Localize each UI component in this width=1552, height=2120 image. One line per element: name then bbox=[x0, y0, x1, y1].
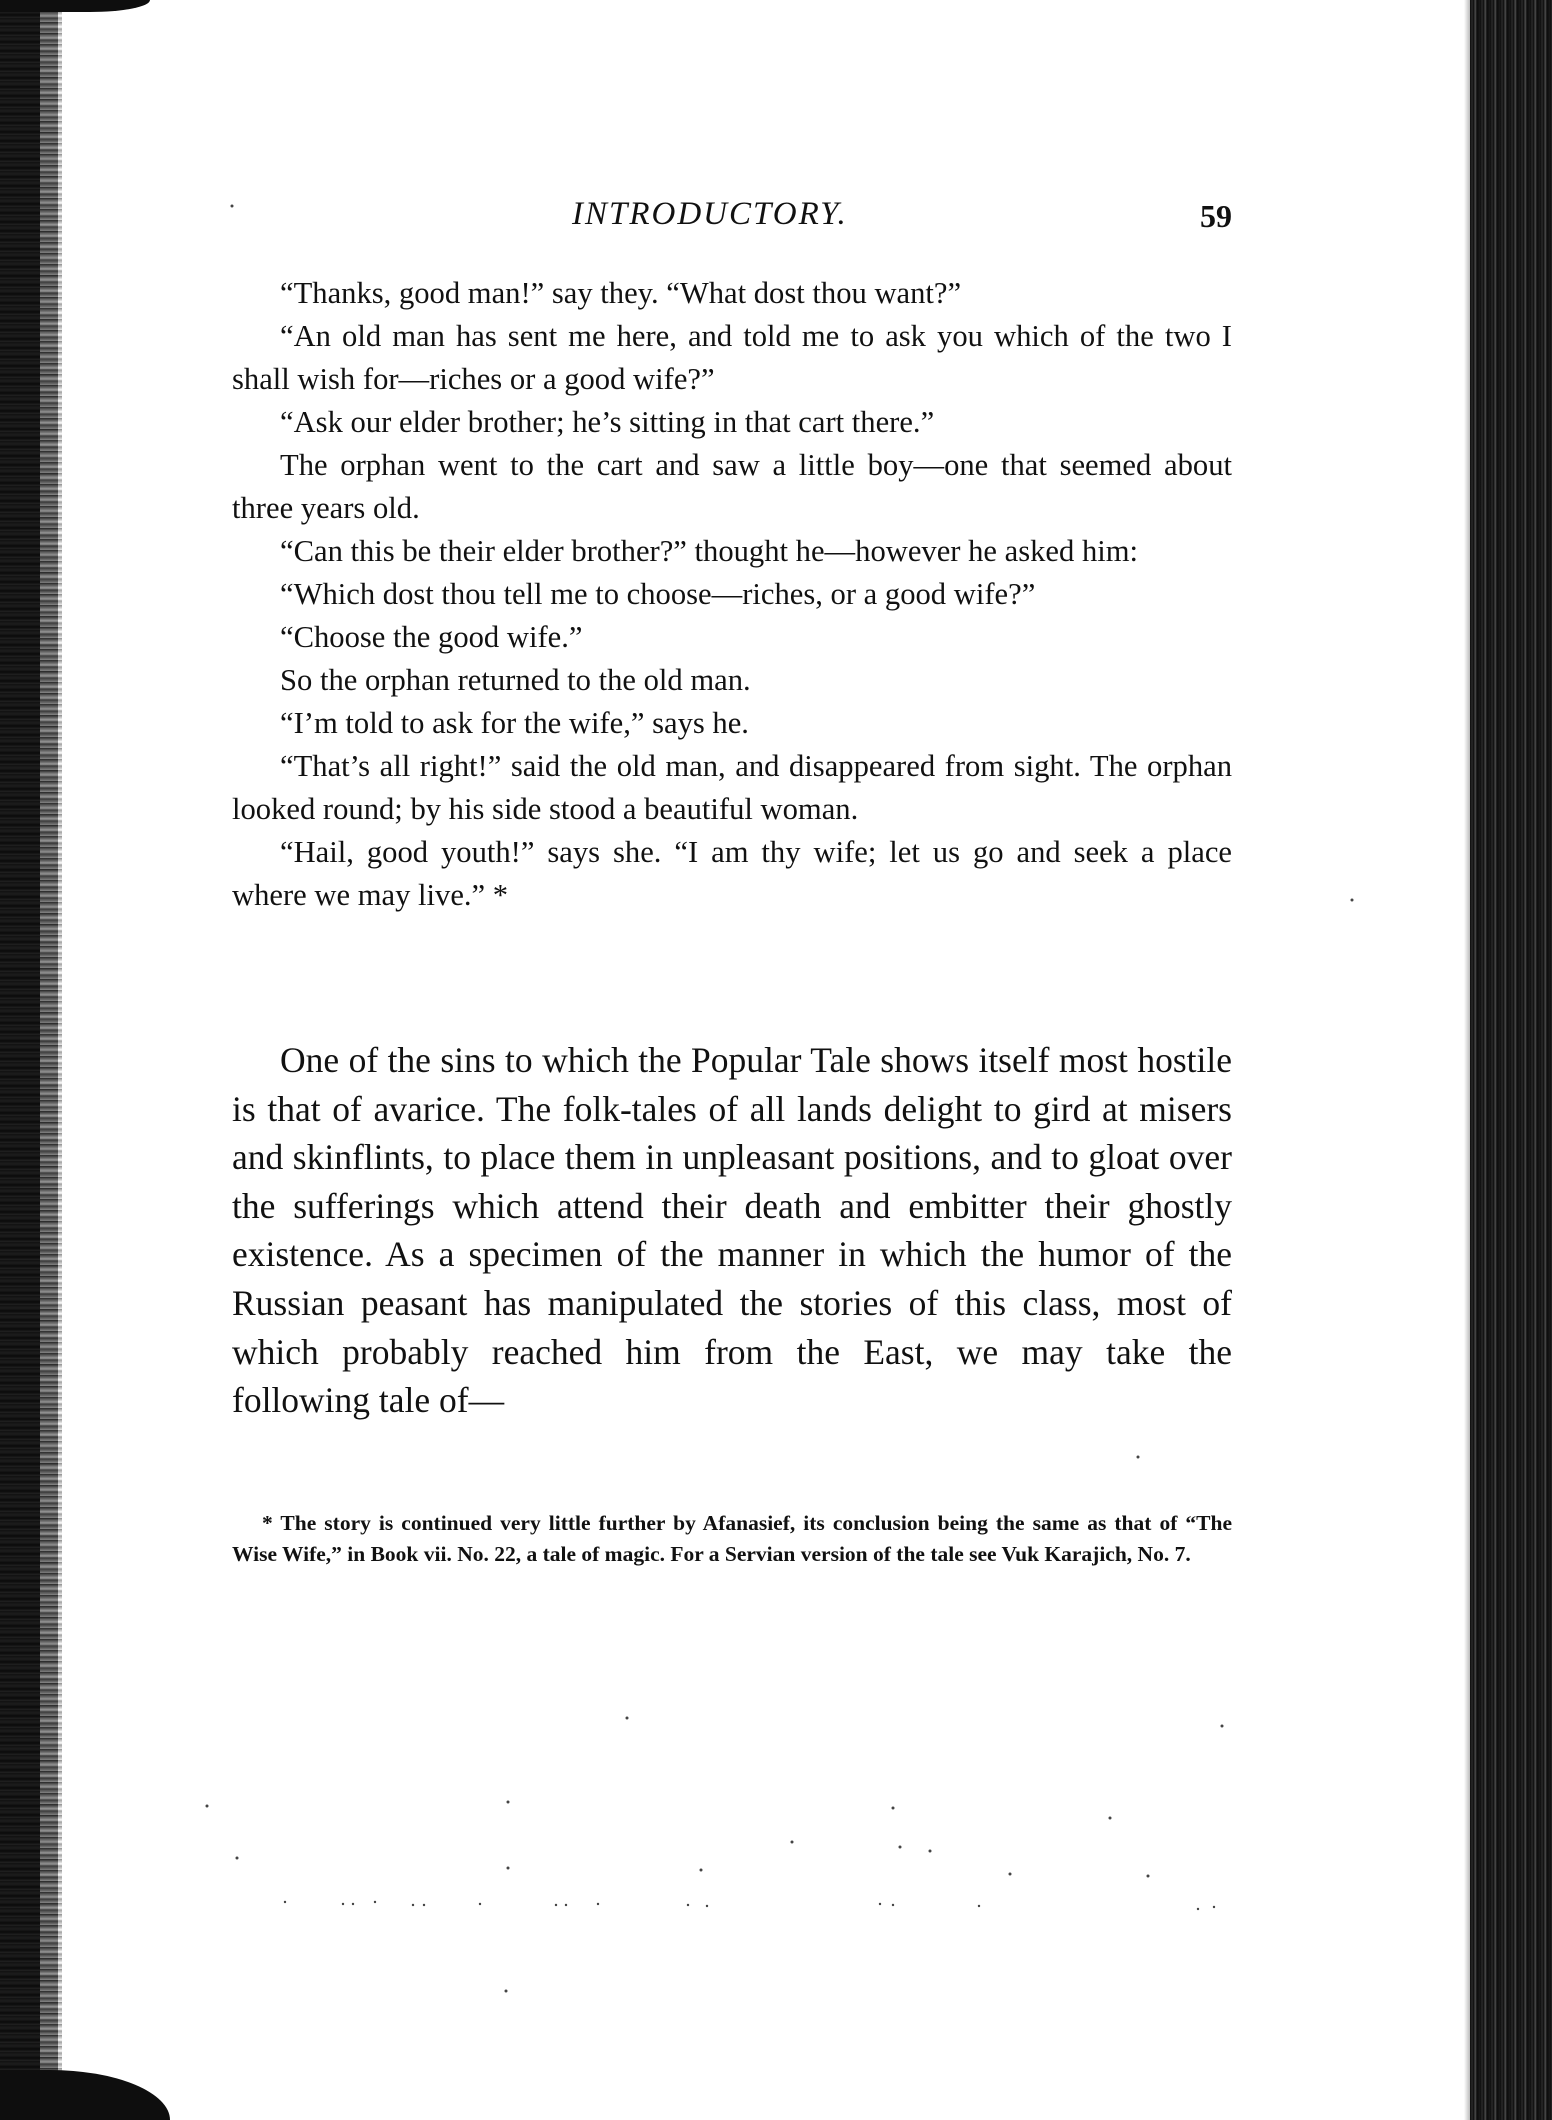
dialogue-paragraph: “I’m told to ask for the wife,” says he. bbox=[280, 706, 749, 740]
dialogue-paragraph: “An old man has sent me here, and told me to ask you which of the two I shall wish for—riches or a good wife?” bbox=[232, 319, 1232, 396]
dialogue-paragraph: “Ask our elder brother; he’s sitting in that cart there.” bbox=[280, 405, 935, 439]
dialogue-paragraph: The orphan went to the cart and saw a little boy—one that seemed about three years old. bbox=[232, 448, 1232, 525]
footnote-text: * The story is continued very little further by Afanasief, its conclusion being the same as that of “The Wise Wife,” in Book vii. No. 22, a tale of magic. For a Servian version of the tale see Vuk Karajich, No. 7. bbox=[232, 1511, 1232, 1566]
running-head: INTRODUCTORY. bbox=[572, 196, 848, 232]
dialogue-paragraph: “Which dost thou tell me to choose—riches, or a good wife?” bbox=[280, 577, 1036, 611]
narrative-paragraph: One of the sins to which the Popular Tale shows itself most hostile is that of avarice. The folk-tales of all lands delight to gird at misers and skinflints, to place them in unpleasant positions, and to gloat over the sufferings which attend their death and embitter their ghostly existence. As a specimen of the manner in which the humor of the Russian peasant has manipulated the stories of this class, most of which probably reached him from the East, we may take the following tale of— bbox=[232, 1040, 1232, 1421]
dialogue-paragraph: “That’s all right!” said the old man, and disappeared from sight. The orphan looked round; by his side stood a beautiful woman. bbox=[232, 749, 1232, 826]
page-number: 59 bbox=[1200, 198, 1232, 234]
dialogue-paragraph: “Can this be their elder brother?” thought he—however he asked him: bbox=[280, 534, 1139, 568]
dialogue-paragraph: So the orphan returned to the old man. bbox=[280, 663, 751, 697]
dialogue-paragraph: “Thanks, good man!” say they. “What dost thou want?” bbox=[280, 276, 962, 310]
dialogue-paragraph: “Hail, good youth!” says she. “I am thy wife; let us go and seek a place where we may live.” * bbox=[232, 835, 1232, 912]
dialogue-paragraph: “Choose the good wife.” bbox=[280, 620, 583, 654]
